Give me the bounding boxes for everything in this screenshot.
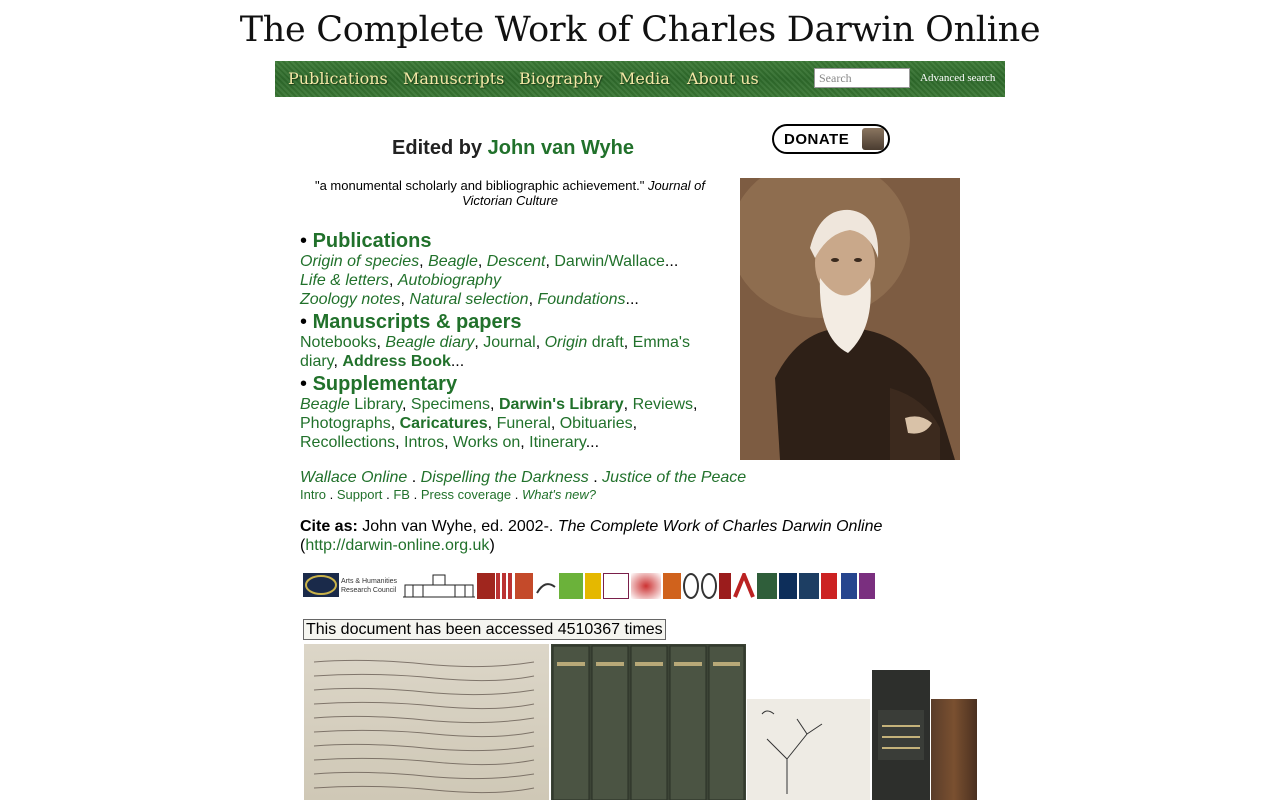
access-counter: This document has been accessed 4510367 times <box>303 619 666 640</box>
green-logo-icon[interactable] <box>559 573 583 599</box>
orange-crest-icon[interactable] <box>663 573 681 599</box>
link-address-book[interactable]: Address Book <box>342 353 451 370</box>
link-beagle-library[interactable]: Library <box>354 396 402 413</box>
manuscripts-link[interactable]: Manuscripts & papers <box>312 311 522 333</box>
publications-link[interactable]: Publications <box>312 230 432 252</box>
maroon-logo-icon[interactable] <box>603 573 629 599</box>
main-navbar <box>275 61 1005 97</box>
portrait-graphic <box>740 178 960 460</box>
link-fb[interactable]: FB <box>393 487 410 502</box>
ou-logo-icon[interactable] <box>719 573 731 599</box>
ahrc-line2: Research Council <box>341 587 397 594</box>
red-shield-icon[interactable] <box>821 573 837 599</box>
donate-button[interactable] <box>772 124 890 154</box>
link-origin[interactable]: Origin <box>544 334 588 351</box>
cite-work: The Complete Work of Charles Darwin Online <box>557 518 883 535</box>
review-quote <box>310 178 710 208</box>
seal-icon-2[interactable] <box>701 573 717 599</box>
cite-text: John van Wyhe, ed. 2002-. <box>362 518 554 535</box>
link-notebooks[interactable]: Notebooks <box>300 334 377 351</box>
nav-manuscripts[interactable]: Manuscripts <box>403 69 505 88</box>
publications-list: Origin of species, Beagle, Descent, Darwin/Wallace... Life & letters, Autobiography Zoology notes, Natural selection, Foundations... <box>300 253 679 308</box>
nav-biography[interactable]: Biography <box>519 69 603 88</box>
citation: Cite as: John van Wyhe, ed. 2002-. The Complete Work of Charles Darwin Online (http://darwin-online.org.uk) <box>300 518 883 554</box>
cite-url-link[interactable]: http://darwin-online.org.uk <box>305 537 490 554</box>
advanced-search-link[interactable]: Advanced search <box>920 72 996 84</box>
navy-logo-icon[interactable] <box>779 573 797 599</box>
link-itinerary[interactable]: Itinerary <box>529 434 586 451</box>
link-whats-new[interactable]: What's new? <box>522 487 597 502</box>
crest-icon-3[interactable] <box>515 573 533 599</box>
manuscripts-list: Notebooks, Beagle diary, Journal, Origin draft, Emma's diary, Address Book... <box>300 334 690 370</box>
link-works-on[interactable]: Works on <box>452 434 521 451</box>
brown-book-image[interactable] <box>931 699 977 800</box>
publications-heading: • Publications <box>300 230 432 252</box>
link-recollections[interactable]: Recollections <box>300 434 396 451</box>
link-descent[interactable]: Descent <box>486 253 546 270</box>
link-emmas-diary[interactable]: Emma's diary <box>300 334 690 370</box>
crest-icon-2[interactable] <box>496 573 514 599</box>
manuscripts-heading: • Manuscripts & papers <box>300 311 522 333</box>
cite-label: Cite as: <box>300 518 358 535</box>
ahrc-logo-icon[interactable] <box>303 573 339 599</box>
bird-logo-icon[interactable] <box>535 573 557 599</box>
link-draft[interactable]: draft <box>591 334 624 351</box>
red-crest-icon[interactable] <box>631 573 661 599</box>
link-zoology-notes[interactable]: Zoology notes <box>300 291 401 308</box>
edited-by-label: Edited by <box>392 137 483 159</box>
nav-publications[interactable]: Publications <box>288 69 388 88</box>
nm-logo-icon[interactable] <box>799 573 819 599</box>
yellow-crest-icon[interactable] <box>585 573 601 599</box>
nav-about-us[interactable]: About us <box>687 69 759 88</box>
ahrc-text-logo[interactable] <box>341 573 401 603</box>
link-obituaries[interactable]: Obituaries <box>559 415 633 432</box>
link-dispelling-darkness[interactable]: Dispelling the Darkness <box>420 469 589 486</box>
link-funeral[interactable]: Funeral <box>496 415 551 432</box>
circle-seal-icon[interactable] <box>683 573 699 599</box>
link-journal[interactable]: Journal <box>483 334 536 351</box>
h-logo-icon[interactable] <box>757 573 777 599</box>
main-content <box>300 228 730 452</box>
link-press-coverage[interactable]: Press coverage <box>420 487 512 502</box>
library-building-icon[interactable] <box>403 573 475 599</box>
blue-crown-icon[interactable] <box>841 573 857 599</box>
link-caricatures[interactable]: Caricatures <box>399 415 488 432</box>
donate-label: DONATE <box>784 131 850 148</box>
link-autobiography[interactable]: Autobiography <box>397 272 502 289</box>
link-wallace-online[interactable]: Wallace Online <box>300 469 408 486</box>
crest-icon-1[interactable] <box>477 573 495 599</box>
beagle-volumes-image[interactable] <box>551 644 746 800</box>
ahrc-line1: Arts & Humanities <box>341 578 398 585</box>
link-origin-of-species[interactable]: Origin of species <box>300 253 420 270</box>
quote-text: "a monumental scholarly and bibliographic achievement." <box>314 178 645 193</box>
darwin-portrait[interactable] <box>740 178 960 460</box>
nav-media[interactable]: Media <box>619 69 670 88</box>
link-intro[interactable]: Intro <box>300 487 327 502</box>
link-reviews[interactable]: Reviews <box>632 396 694 413</box>
sponsor-logos <box>303 573 875 599</box>
voyage-book-image[interactable] <box>872 670 930 800</box>
manuscript-image[interactable] <box>304 644 549 800</box>
edited-by <box>300 137 726 160</box>
editor-link[interactable]: John van Wyhe <box>487 137 634 159</box>
darwin-face-icon <box>862 128 884 150</box>
link-photographs[interactable]: Photographs <box>300 415 391 432</box>
link-foundations[interactable]: Foundations <box>537 291 626 308</box>
small-links: Intro . Support . FB . Press coverage . What's new? <box>300 487 597 502</box>
tree-sketch-image[interactable] <box>747 699 870 800</box>
link-intros[interactable]: Intros <box>404 434 445 451</box>
supplementary-heading: • Supplementary <box>300 373 458 395</box>
link-support[interactable]: Support <box>336 487 383 502</box>
supplementary-list: Beagle Library, Specimens, Darwin's Library, Reviews, Photographs, Caricatures, Funeral, Obituaries, Recollections, Intros, Works on, Itinerary... <box>300 396 698 451</box>
link-darwin-wallace[interactable]: Darwin/Wallace <box>554 253 665 270</box>
supplementary-link[interactable]: Supplementary <box>312 373 458 395</box>
related-sites: Wallace Online . Dispelling the Darkness . Justice of the Peace <box>300 469 747 486</box>
link-justice-of-peace[interactable]: Justice of the Peace <box>602 469 747 486</box>
link-beagle[interactable]: Beagle <box>428 253 478 270</box>
link-beagle-diary[interactable]: Beagle diary <box>385 334 475 351</box>
link-darwins-library[interactable]: Darwin's Library <box>498 396 624 413</box>
link-natural-selection[interactable]: Natural selection <box>409 291 529 308</box>
purple-crest-icon[interactable] <box>859 573 875 599</box>
link-specimens[interactable]: Specimens <box>410 396 491 413</box>
site-title[interactable]: The Complete Work of Charles Darwin Online <box>239 10 1041 50</box>
quote-source: Journal of Victorian Culture <box>462 178 706 208</box>
search-input[interactable] <box>814 68 910 88</box>
ua-logo-icon[interactable] <box>733 573 755 599</box>
link-beagle-library-beagle[interactable]: Beagle <box>300 396 350 413</box>
link-life-letters[interactable]: Life & letters <box>300 272 389 289</box>
